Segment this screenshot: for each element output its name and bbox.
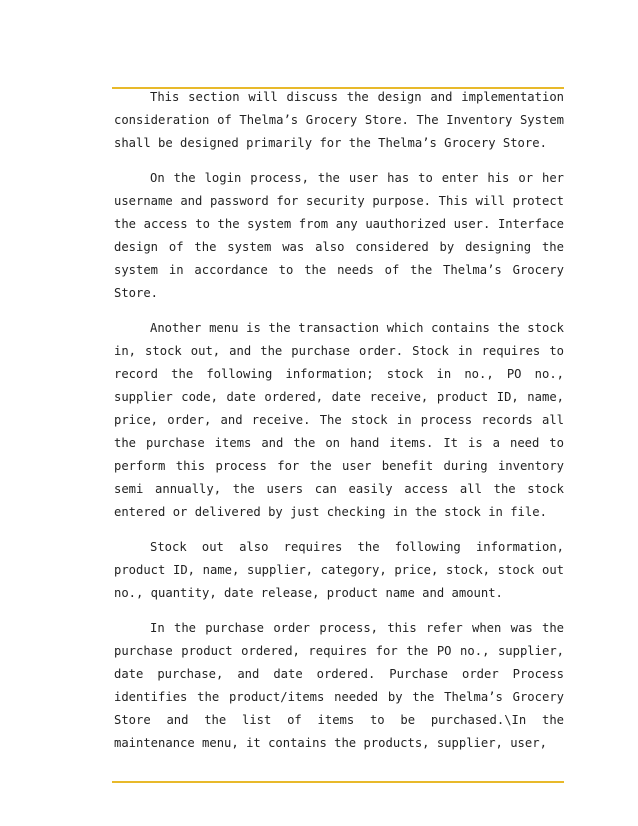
paragraph-transaction: Another menu is the transaction which contains the stock in, stock out, and the purchase order. Stock in requires to record the following information; stock in no., PO no., supplier code, date ordered, date receive, product ID, name, price, order, and receive. The stock in process records all the purchase items and the on hand items. It is a need to perform this process for the user benefit during inventory semi annually, the users can easily access all the stock entered or delivered by just checking in the stock in file. xyxy=(114,321,564,519)
paragraph-purchase-order: In the purchase order process, this refer when was the purchase product ordered, requires for the PO no., supplier, date purchase, and date ordered. Purchase order Process identifies the product/items needed by the Thelma’s Grocery Store and the list of items to be purchased.\In the maintenance menu, it contains the products, supplier, user, xyxy=(114,621,564,750)
paragraph-intro: This section will discuss the design and implementation consideration of Thelma’s Grocery Store. The Inventory System shall be designed primarily for the Thelma’s Grocery Store. xyxy=(114,90,564,150)
paragraph-login: On the login process, the user has to enter his or her username and password for security purpose. This will protect the access to the system from any uauthorized user. Interface design of the system was also considered by designing the system in accordance to the needs of the Thelma’s Grocery Store. xyxy=(114,171,564,300)
footer-rule xyxy=(112,781,564,783)
document-body xyxy=(114,86,564,767)
paragraph-stock-out: Stock out also requires the following information, product ID, name, supplier, category, price, stock, stock out no., quantity, date release, product name and amount. xyxy=(114,540,564,600)
